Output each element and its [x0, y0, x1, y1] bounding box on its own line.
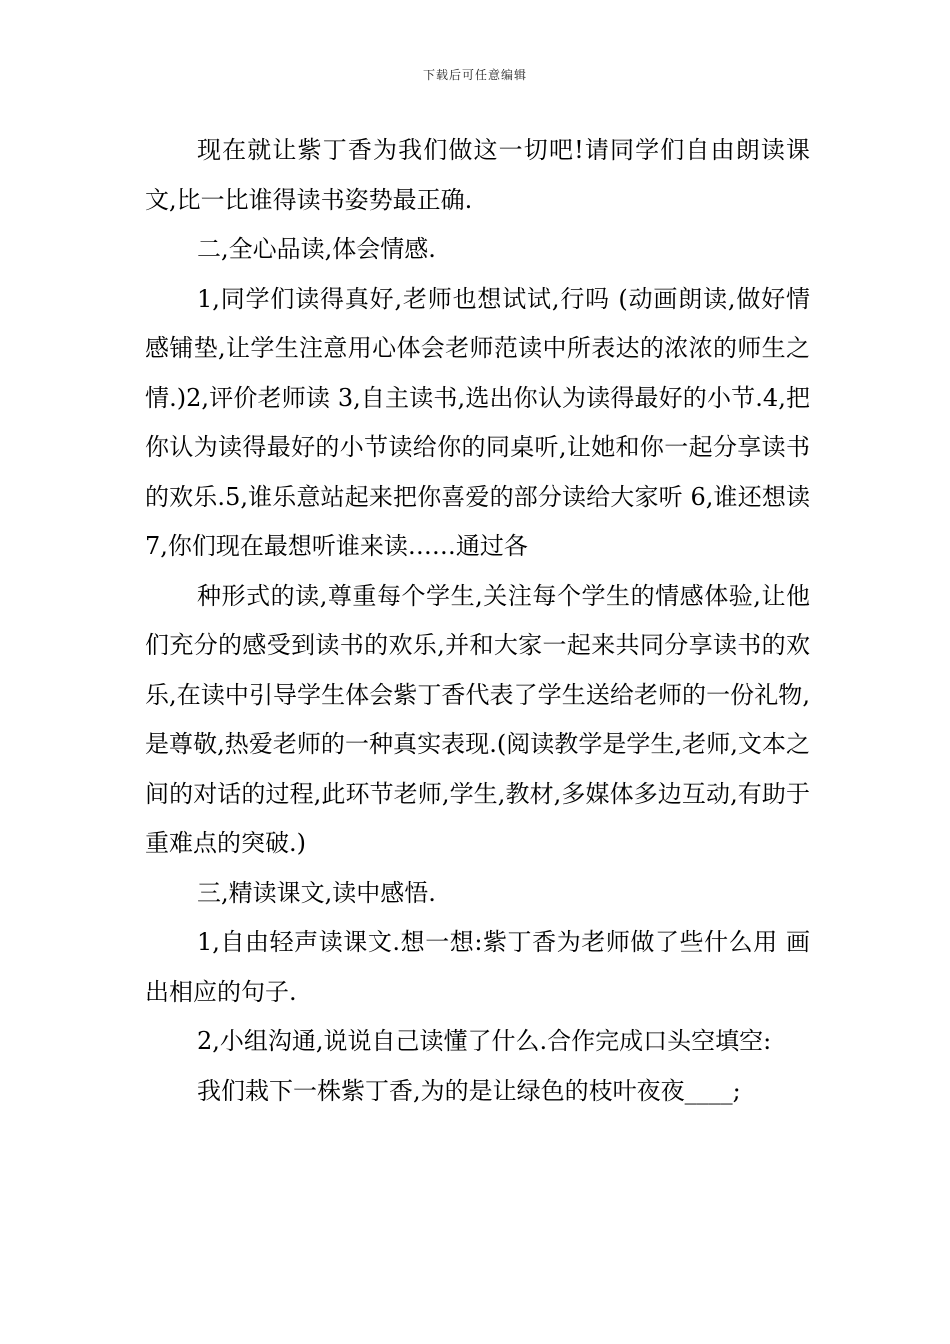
- paragraph-3: 1,同学们读得真好,老师也想试试,行吗 (动画朗读,做好情感铺垫,让学生注意用心体会老师范读中所表达的浓浓的师生之情.)2,评价老师读 3,自主读书,选出你认为读得最好的小节.4,把你认为读得最好的小节读给你的同桌听,让她和你一起分享读书的欢乐.5,谁乐意站起来把你喜爱的部分读给大家听 6,谁还想读 7,你们现在最想听谁来读……通过各: [145, 284, 810, 560]
- page-header: 下载后可任意编辑: [422, 68, 527, 82]
- paragraph-1: 现在就让紫丁香为我们做这一切吧!请同学们自由朗读课文,比一比谁得读书姿势最正确.: [145, 136, 810, 214]
- paragraph-6: 2,小组沟通,说说自己读懂了什么.合作完成口头空填空:: [197, 1027, 772, 1055]
- paragraph-4: 种形式的读,尊重每个学生,关注每个学生的情感体验,让他们充分的感受到读书的欢乐,并和大家一起来共同分享读书的欢乐,在读中引导学生体会紫丁香代表了学生送给老师的一份礼物,是尊敬,热爱老师的一种真实表现.(阅读教学是学生,老师,文本之间的对话的过程,此环节老师,学生,教材,多媒体多边互动,有助于重难点的突破.): [145, 581, 810, 857]
- fill-in-blank: ____: [684, 1076, 733, 1105]
- section-heading-2: 二,全心品读,体会情感.: [197, 235, 436, 263]
- paragraph-5: 1,自由轻声读课文.想一想:紫丁香为老师做了些什么用 画出相应的句子.: [145, 928, 810, 1006]
- document-body: [145, 126, 810, 1116]
- fill-in-end: ;: [732, 1076, 741, 1105]
- fill-in-text: 我们栽下一株紫丁香,为的是让绿色的枝叶夜夜: [197, 1076, 685, 1105]
- section-heading-3: 三,精读课文,读中感悟.: [197, 878, 436, 907]
- fill-in-blank-line: [145, 1067, 810, 1117]
